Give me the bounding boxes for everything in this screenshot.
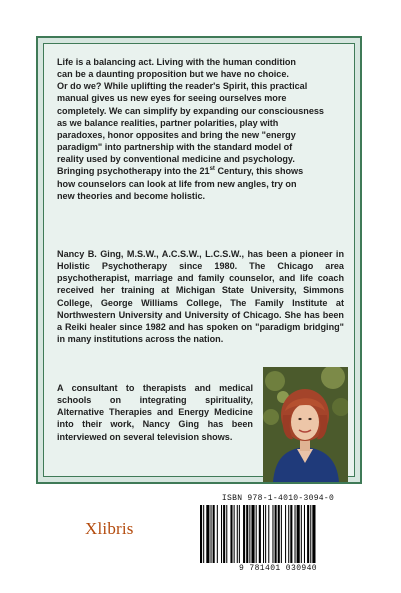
blurb-line: how counselors can look at life from new angles, try on xyxy=(57,178,297,189)
blurb-line: manual gives us new eyes for seeing ourselves more xyxy=(57,93,287,104)
author-bio: Nancy B. Ging, M.S.W., A.C.S.W., L.C.S.W., has been a pioneer in Holistic Psychotherapy since 1980. The Chicago area psychotherapist, marriage and family counselor, and life coach received her training at Michigan State University, Simmons College, George Williams College, The Family Institute at Northwestern University and University of Chicago. She has been a Reiki healer since 1982 and has spoken on "paradigm bridging" in many institutions across the nation. xyxy=(57,249,344,345)
blurb-line: paradigm" into partnership with the standard model of xyxy=(57,142,293,153)
blurb-line: can be a daunting proposition but we have no choice. xyxy=(57,69,289,80)
isbn-label: ISBN 978-1-4010-3094-0 xyxy=(221,494,335,503)
book-blurb xyxy=(57,56,344,202)
publisher-logo: Xlibris xyxy=(85,519,134,538)
isbn-barcode xyxy=(196,494,360,576)
century-superscript: st xyxy=(209,166,215,173)
barcode-bars xyxy=(200,505,356,563)
consultant-paragraph: A consultant to therapists and medical schools on integrating spirituality, Alternative Therapies and Energy Medicine into their work, Nancy Ging has been interviewed on several television shows. xyxy=(57,383,253,442)
blurb-fragment: Century, this shows xyxy=(214,166,304,177)
barcode-digits: 9 781401 030940 xyxy=(238,564,317,573)
blurb-line: reality used by conventional medicine and psychology. xyxy=(57,154,295,165)
blurb-line: Life is a balancing act. Living with the human condition xyxy=(57,57,296,67)
text-panel-frame xyxy=(36,36,362,484)
blurb-line: Or do we? While uplifting the reader's Spirit, this practical xyxy=(57,81,308,92)
blurb-line: completely. We can simplify by expanding our consciousness xyxy=(57,105,324,116)
blurb-line xyxy=(57,165,344,177)
blurb-fragment: Bringing psychotherapy into the 21 xyxy=(57,166,210,177)
blurb-line: new theories and become holistic. xyxy=(57,190,206,201)
blurb-line: as we balance realities, partner polarities, play with xyxy=(57,117,279,128)
author-photo xyxy=(263,367,348,482)
blurb-line: paradoxes, honor opposites and bring the new "energy xyxy=(57,129,296,140)
text-panel xyxy=(43,43,355,477)
